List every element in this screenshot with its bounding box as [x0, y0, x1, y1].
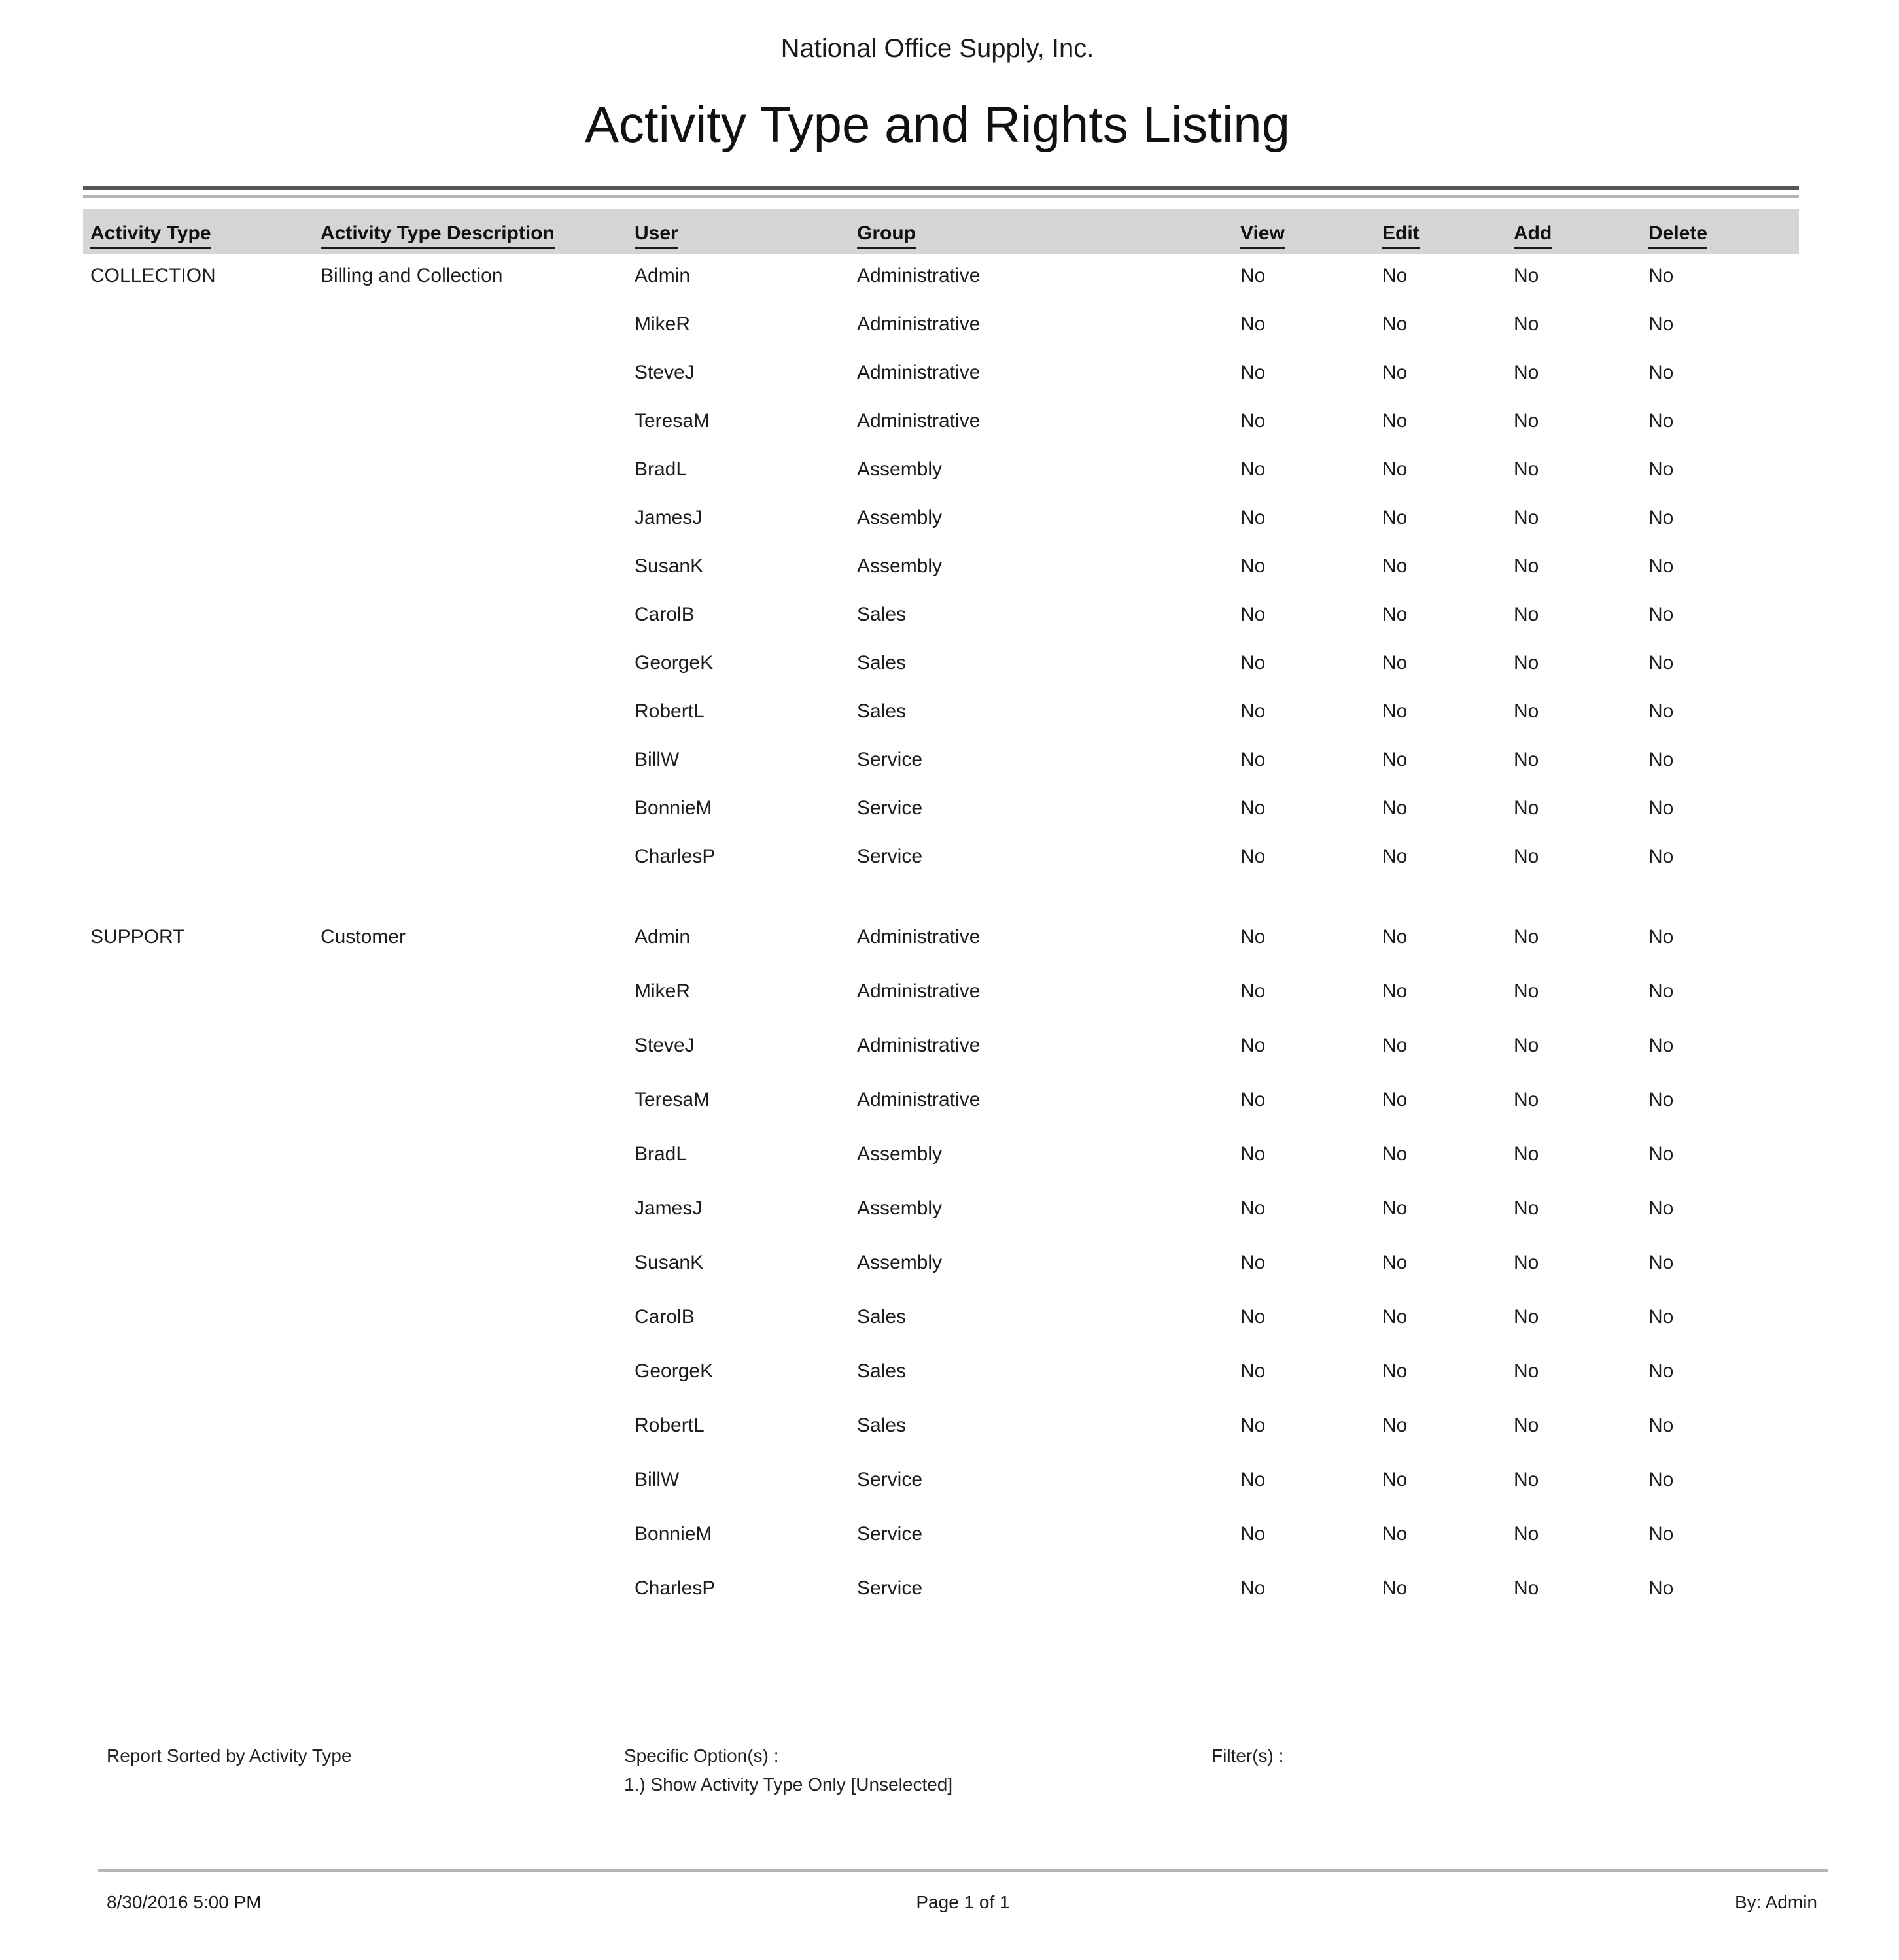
table-row	[83, 1576, 1799, 1630]
table-row	[83, 796, 1799, 844]
table-row	[83, 457, 1799, 506]
cell-delete-right: No	[1648, 410, 1674, 432]
cell-group: Service	[857, 1523, 923, 1545]
cell-edit-right: No	[1382, 700, 1408, 722]
cell-delete-right: No	[1648, 1523, 1674, 1545]
cell-user: SusanK	[635, 555, 704, 577]
cell-view-right: No	[1240, 1469, 1266, 1490]
cell-add-right: No	[1514, 1577, 1539, 1599]
cell-add-right: No	[1514, 410, 1539, 432]
section-support	[83, 925, 1799, 1630]
table-row	[83, 699, 1799, 748]
cell-view-right: No	[1240, 749, 1266, 770]
cell-edit-right: No	[1382, 1143, 1408, 1165]
cell-user: RobertL	[635, 1415, 705, 1436]
cell-delete-right: No	[1648, 1035, 1674, 1056]
cell-edit-right: No	[1382, 1252, 1408, 1273]
cell-delete-right: No	[1648, 458, 1674, 480]
cell-view-right: No	[1240, 362, 1266, 383]
cell-edit-right: No	[1382, 1415, 1408, 1436]
cell-add-right: No	[1514, 362, 1539, 383]
cell-group: Assembly	[857, 507, 943, 528]
table-row	[83, 844, 1799, 893]
cell-add-right: No	[1514, 1143, 1539, 1165]
cell-add-right: No	[1514, 1197, 1539, 1219]
cell-user: GeorgeK	[635, 652, 714, 674]
cell-add-right: No	[1514, 507, 1539, 528]
cell-user: Admin	[635, 265, 691, 286]
cell-user: Admin	[635, 926, 691, 948]
cell-view-right: No	[1240, 507, 1266, 528]
cell-group: Service	[857, 749, 923, 770]
cell-edit-right: No	[1382, 1197, 1408, 1219]
table-row	[83, 1413, 1799, 1468]
cell-delete-right: No	[1648, 362, 1674, 383]
title-separator-dark	[83, 186, 1799, 190]
table-row	[83, 979, 1799, 1033]
cell-add-right: No	[1514, 604, 1539, 625]
cell-add-right: No	[1514, 980, 1539, 1002]
cell-user: MikeR	[635, 980, 691, 1002]
col-header-add: Add	[1514, 222, 1648, 249]
cell-delete-right: No	[1648, 1360, 1674, 1382]
cell-view-right: No	[1240, 797, 1266, 819]
cell-add-right: No	[1514, 700, 1539, 722]
cell-add-right: No	[1514, 1252, 1539, 1273]
cell-view-right: No	[1240, 410, 1266, 432]
cell-view-right: No	[1240, 980, 1266, 1002]
cell-group: Administrative	[857, 926, 981, 948]
table-row	[83, 1359, 1799, 1413]
cell-delete-right: No	[1648, 700, 1674, 722]
specific-option-1: 1.) Show Activity Type Only [Unselected]	[624, 1774, 953, 1795]
cell-user: JamesJ	[635, 1197, 703, 1219]
table-row	[83, 1142, 1799, 1196]
report-sorted-by: Report Sorted by Activity Type	[107, 1745, 352, 1766]
cell-group: Administrative	[857, 980, 981, 1002]
table-row	[83, 1196, 1799, 1250]
cell-edit-right: No	[1382, 1035, 1408, 1056]
table-row	[83, 651, 1799, 699]
cell-delete-right: No	[1648, 1252, 1674, 1273]
footer-datetime: 8/30/2016 5:00 PM	[107, 1892, 262, 1912]
cell-add-right: No	[1514, 1360, 1539, 1382]
cell-view-right: No	[1240, 1089, 1266, 1110]
cell-group: Sales	[857, 604, 907, 625]
table-header-row	[83, 209, 1799, 254]
page-title: Activity Type and Rights Listing	[584, 95, 1291, 153]
cell-delete-right: No	[1648, 1415, 1674, 1436]
cell-view-right: No	[1240, 652, 1266, 674]
cell-user: RobertL	[635, 700, 705, 722]
cell-view-right: No	[1240, 313, 1266, 335]
cell-group: Assembly	[857, 555, 943, 577]
cell-user: BradL	[635, 1143, 688, 1165]
cell-delete-right: No	[1648, 1197, 1674, 1219]
cell-edit-right: No	[1382, 410, 1408, 432]
cell-view-right: No	[1240, 700, 1266, 722]
cell-user: CarolB	[635, 604, 695, 625]
title-separator-light	[83, 195, 1799, 198]
table-row	[83, 554, 1799, 602]
cell-view-right: No	[1240, 458, 1266, 480]
cell-delete-right: No	[1648, 1577, 1674, 1599]
col-header-view: View	[1240, 222, 1382, 249]
col-header-delete: Delete	[1648, 222, 1799, 249]
cell-group: Service	[857, 1577, 923, 1599]
cell-edit-right: No	[1382, 1577, 1408, 1599]
cell-view-right: No	[1240, 265, 1266, 286]
cell-delete-right: No	[1648, 652, 1674, 674]
cell-add-right: No	[1514, 926, 1539, 948]
cell-edit-right: No	[1382, 507, 1408, 528]
cell-description: Billing and Collection	[321, 265, 503, 286]
cell-view-right: No	[1240, 926, 1266, 948]
cell-user: BonnieM	[635, 797, 712, 819]
cell-add-right: No	[1514, 1089, 1539, 1110]
cell-view-right: No	[1240, 1197, 1266, 1219]
section-collection	[83, 264, 1799, 893]
table-row	[83, 360, 1799, 409]
cell-group: Administrative	[857, 265, 981, 286]
cell-user: MikeR	[635, 313, 691, 335]
cell-edit-right: No	[1382, 458, 1408, 480]
cell-view-right: No	[1240, 604, 1266, 625]
cell-view-right: No	[1240, 846, 1266, 867]
cell-edit-right: No	[1382, 980, 1408, 1002]
cell-add-right: No	[1514, 1415, 1539, 1436]
table-row	[83, 602, 1799, 651]
cell-group: Assembly	[857, 1252, 943, 1273]
cell-user: CharlesP	[635, 1577, 716, 1599]
cell-view-right: No	[1240, 1523, 1266, 1545]
footer-separator	[98, 1869, 1828, 1872]
cell-user: BradL	[635, 458, 688, 480]
cell-edit-right: No	[1382, 362, 1408, 383]
cell-edit-right: No	[1382, 1469, 1408, 1490]
cell-user: BillW	[635, 1469, 680, 1490]
cell-user: JamesJ	[635, 507, 703, 528]
cell-group: Administrative	[857, 410, 981, 432]
cell-view-right: No	[1240, 1577, 1266, 1599]
cell-user: GeorgeK	[635, 1360, 714, 1382]
cell-group: Sales	[857, 1415, 907, 1436]
cell-add-right: No	[1514, 265, 1539, 286]
cell-delete-right: No	[1648, 1469, 1674, 1490]
cell-edit-right: No	[1382, 1089, 1408, 1110]
table-row	[83, 264, 1799, 312]
footer-page-number: Page 1 of 1	[916, 1892, 1010, 1912]
cell-delete-right: No	[1648, 313, 1674, 335]
cell-delete-right: No	[1648, 749, 1674, 770]
cell-edit-right: No	[1382, 313, 1408, 335]
cell-add-right: No	[1514, 1306, 1539, 1328]
cell-delete-right: No	[1648, 846, 1674, 867]
cell-edit-right: No	[1382, 926, 1408, 948]
cell-user: BillW	[635, 749, 680, 770]
cell-delete-right: No	[1648, 555, 1674, 577]
specific-options	[624, 1745, 952, 1796]
cell-edit-right: No	[1382, 846, 1408, 867]
table-row	[83, 312, 1799, 360]
table-row	[83, 1468, 1799, 1522]
cell-group: Administrative	[857, 313, 981, 335]
cell-add-right: No	[1514, 555, 1539, 577]
col-header-edit: Edit	[1382, 222, 1514, 249]
cell-group: Sales	[857, 652, 907, 674]
cell-view-right: No	[1240, 1360, 1266, 1382]
cell-user: TeresaM	[635, 1089, 710, 1110]
cell-view-right: No	[1240, 1252, 1266, 1273]
cell-delete-right: No	[1648, 1306, 1674, 1328]
cell-group: Sales	[857, 700, 907, 722]
cell-delete-right: No	[1648, 1143, 1674, 1165]
cell-delete-right: No	[1648, 604, 1674, 625]
cell-description: Customer	[321, 926, 406, 948]
cell-edit-right: No	[1382, 1306, 1408, 1328]
cell-activity-type: COLLECTION	[90, 265, 216, 286]
cell-group: Administrative	[857, 362, 981, 383]
cell-user: SteveJ	[635, 362, 695, 383]
table-row	[83, 409, 1799, 457]
cell-edit-right: No	[1382, 265, 1408, 286]
footer-by-user: By: Admin	[1734, 1892, 1817, 1912]
cell-user: CarolB	[635, 1306, 695, 1328]
table-row	[83, 1522, 1799, 1576]
cell-group: Administrative	[857, 1089, 981, 1110]
cell-group: Sales	[857, 1306, 907, 1328]
table-row	[83, 506, 1799, 554]
filters-label: Filter(s) :	[1211, 1745, 1284, 1766]
cell-edit-right: No	[1382, 555, 1408, 577]
cell-group: Service	[857, 846, 923, 867]
cell-edit-right: No	[1382, 797, 1408, 819]
cell-delete-right: No	[1648, 1089, 1674, 1110]
table-row	[83, 1250, 1799, 1305]
cell-user: SusanK	[635, 1252, 704, 1273]
cell-group: Assembly	[857, 1197, 943, 1219]
cell-add-right: No	[1514, 1469, 1539, 1490]
cell-user: CharlesP	[635, 846, 716, 867]
col-header-group: Group	[857, 222, 1240, 249]
cell-add-right: No	[1514, 652, 1539, 674]
cell-edit-right: No	[1382, 1523, 1408, 1545]
cell-group: Assembly	[857, 1143, 943, 1165]
cell-user: BonnieM	[635, 1523, 712, 1545]
company-name: National Office Supply, Inc.	[780, 34, 1094, 63]
table-row	[83, 925, 1799, 979]
cell-add-right: No	[1514, 458, 1539, 480]
cell-group: Sales	[857, 1360, 907, 1382]
cell-group: Service	[857, 1469, 923, 1490]
table-row	[83, 1305, 1799, 1359]
cell-group: Service	[857, 797, 923, 819]
cell-user: SteveJ	[635, 1035, 695, 1056]
cell-edit-right: No	[1382, 652, 1408, 674]
cell-delete-right: No	[1648, 265, 1674, 286]
specific-options-label: Specific Option(s) :	[624, 1745, 779, 1766]
cell-add-right: No	[1514, 797, 1539, 819]
cell-edit-right: No	[1382, 1360, 1408, 1382]
table-row	[83, 748, 1799, 796]
cell-activity-type: SUPPORT	[90, 926, 185, 948]
cell-delete-right: No	[1648, 926, 1674, 948]
table-row	[83, 1088, 1799, 1142]
table-row	[83, 1033, 1799, 1088]
cell-delete-right: No	[1648, 980, 1674, 1002]
cell-view-right: No	[1240, 1415, 1266, 1436]
cell-add-right: No	[1514, 1035, 1539, 1056]
cell-add-right: No	[1514, 846, 1539, 867]
cell-add-right: No	[1514, 313, 1539, 335]
cell-edit-right: No	[1382, 749, 1408, 770]
cell-view-right: No	[1240, 1306, 1266, 1328]
cell-group: Assembly	[857, 458, 943, 480]
cell-view-right: No	[1240, 555, 1266, 577]
cell-add-right: No	[1514, 1523, 1539, 1545]
cell-add-right: No	[1514, 749, 1539, 770]
cell-delete-right: No	[1648, 507, 1674, 528]
col-header-activity-type: Activity Type	[90, 222, 321, 249]
col-header-description: Activity Type Description	[321, 222, 635, 249]
cell-view-right: No	[1240, 1143, 1266, 1165]
cell-delete-right: No	[1648, 797, 1674, 819]
cell-group: Administrative	[857, 1035, 981, 1056]
cell-view-right: No	[1240, 1035, 1266, 1056]
col-header-user: User	[635, 222, 857, 249]
cell-user: TeresaM	[635, 410, 710, 432]
cell-edit-right: No	[1382, 604, 1408, 625]
